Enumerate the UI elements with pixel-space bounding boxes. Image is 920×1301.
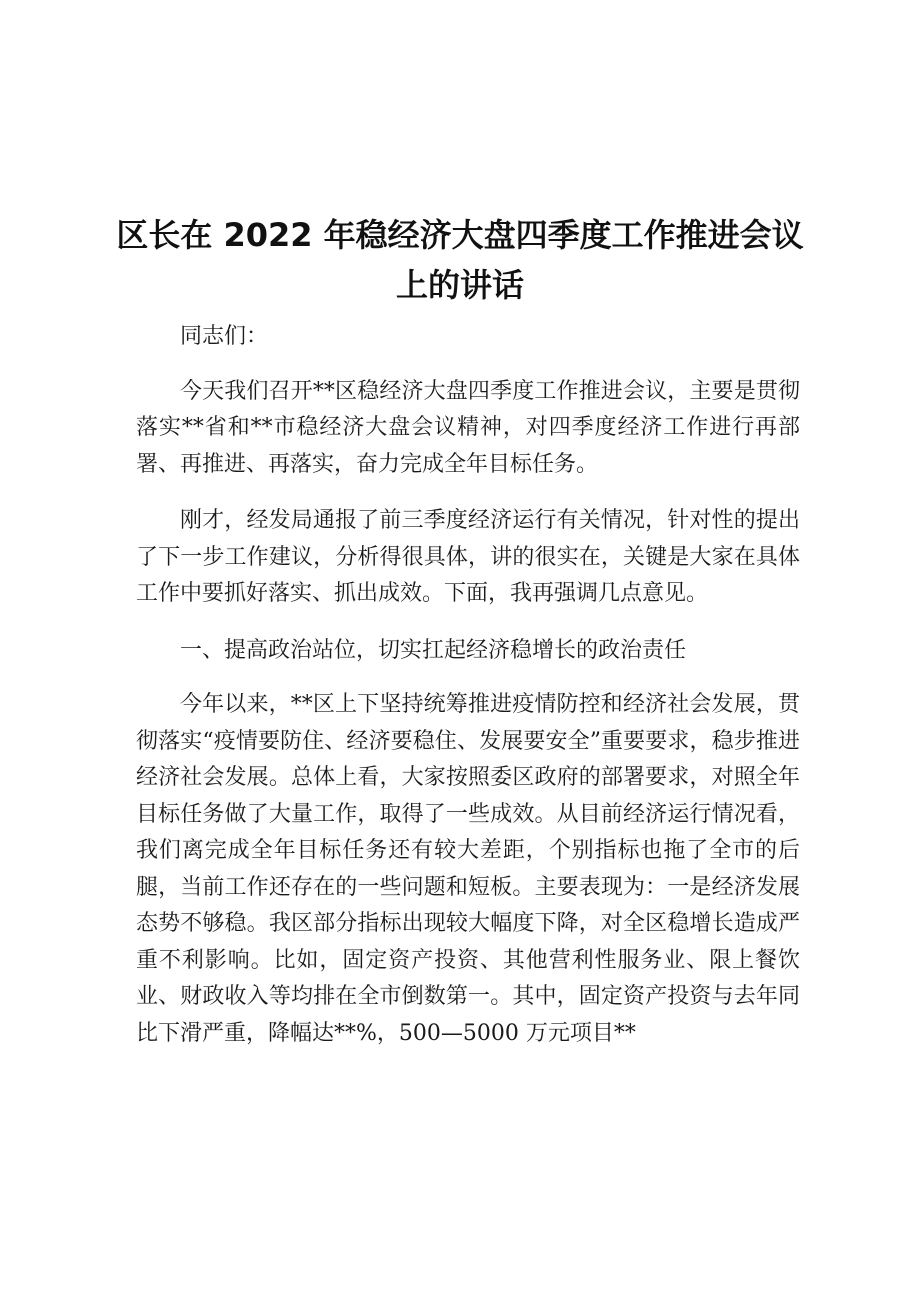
title-line-1: 区长在 2022 年稳经济大盘四季度工作推进会议 bbox=[116, 216, 804, 254]
paragraph-opening: 今天我们召开**区稳经济大盘四季度工作推进会议，主要是贯彻落实**省和**市稳经济大盘会议精神，对四季度经济工作进行再部署、再推进、再落实，奋力完成全年目标任务。 bbox=[136, 378, 800, 477]
section-heading-1: 一、提高政治站位，切实扛起经济稳增长的政治责任 bbox=[180, 637, 687, 663]
paragraph-situation: 今年以来，**区上下坚持统筹推进疫情防控和经济社会发展，贯彻落实“疫情要防住、经济要稳住、发展要安全”重要要求，稳步推进经济社会发展。总体上看，大家按照委区政府的部署要求，对照全年目标任务做了大量工作，取得了一些成效。从目前经济运行情况看，我们离完成全年目标任务还有较大差距，个别指标也拖了全市的后腿，当前工作还存在的一些问题和短板。主要表现为：一是经济发展态势不够稳。我区部分指标出现较大幅度下降，对全区稳增长造成严重不利影响。比如，固定资产投资、其他营利性服务业、限上餐饮业、财政收入等均排在全市倒数第一。其中，固定资产投资与去年同比下滑严重，降幅达**%，500—5000 万元项目** bbox=[136, 692, 800, 1046]
document-body bbox=[136, 319, 800, 1072]
salutation: 同志们： bbox=[180, 324, 269, 349]
title-line-2: 上的讲话 bbox=[395, 266, 524, 304]
document-title bbox=[0, 210, 920, 310]
paragraph-report-summary: 刚才，经发局通报了前三季度经济运行有关情况，针对性的提出了下一步工作建议，分析得很具体，讲的很实在，关键是大家在具体工作中要抓好落实、抓出成效。下面，我再强调几点意见。 bbox=[136, 508, 800, 606]
